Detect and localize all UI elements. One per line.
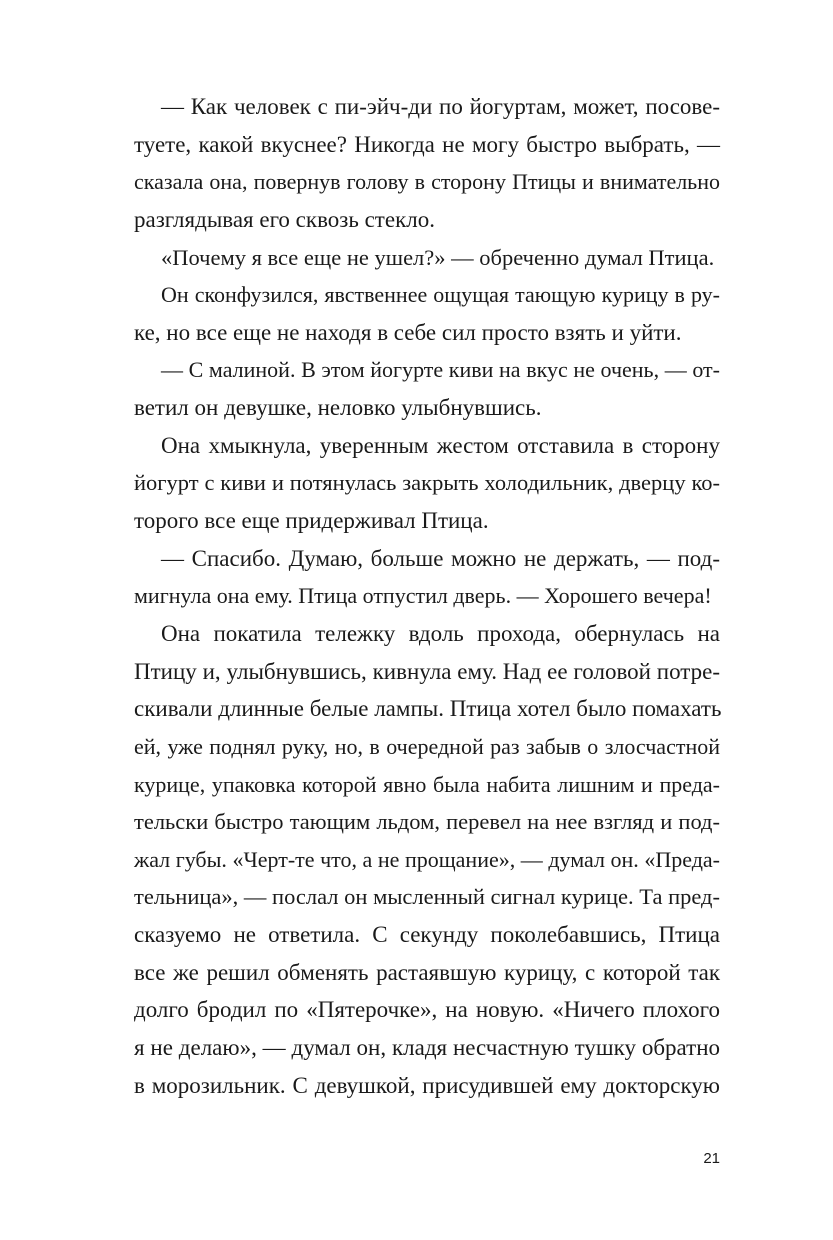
text-line: скивали длинные белые лампы. Птица хотел было помахать (134, 696, 722, 722)
text-line: жал губы. «Черт-те что, а не прощание», — думал он. «Преда- (134, 846, 720, 872)
text-line: в морозильник. С девушкой, присудившей ему докторскую (134, 1072, 720, 1098)
text-line: мигнула она ему. Птица отпустил дверь. — Хорошего вечера! (134, 583, 712, 609)
text-line: йогурт с киви и потянулась закрыть холодильник, дверцу ко- (134, 470, 720, 496)
text-line: курице, упаковка которой явно была набита лишним и преда- (134, 771, 720, 797)
page-number: 21 (703, 1150, 720, 1167)
body-text (134, 88, 720, 1104)
text-line: долго бродил по «Пятерочке», на новую. «Ничего плохого (134, 997, 720, 1023)
text-line: Она покатила тележку вдоль прохода, обернулась на (161, 620, 720, 646)
text-line: — Спасибо. Думаю, больше можно не держать, — под- (161, 545, 720, 571)
text-line: я не делаю», — думал он, кладя несчастную тушку обратно (134, 1035, 720, 1061)
text-line: сказала она, повернув голову в сторону Птицы и внимательно (134, 169, 720, 195)
text-line: разглядывая его сквозь стекло. (134, 206, 435, 232)
text-line: Он сконфузился, явственнее ощущая тающую курицу в ру- (161, 282, 720, 308)
text-line: Птицу и, улыбнувшись, кивнула ему. Над ее головой потре- (134, 658, 720, 684)
text-line: тельски быстро тающим льдом, перевел на нее взгляд и под- (134, 809, 720, 835)
text-line: «Почему я все еще не ушел?» — обреченно думал Птица. (161, 244, 715, 270)
text-line: Она хмыкнула, уверенным жестом отставила в сторону (161, 432, 720, 458)
text-line: туете, какой вкуснее? Никогда не могу быстро выбрать, — (134, 131, 720, 157)
text-line: ветил он девушке, неловко улыбнувшись. (134, 395, 542, 421)
text-line: тельница», — послал он мысленный сигнал курице. Та пред- (134, 884, 720, 910)
text-line: торого все еще придерживал Птица. (134, 508, 489, 534)
text-line: ей, уже поднял руку, но, в очередной раз забыв о злосчастной (134, 733, 720, 759)
text-line: сказуемо не ответила. С секунду поколебавшись, Птица (134, 922, 720, 948)
text-line: — Как человек с пи-эйч-ди по йогуртам, может, посове- (161, 94, 720, 119)
text-line: все же решил обменять растаявшую курицу, с которой так (134, 959, 720, 985)
text-line: — С малиной. В этом йогурте киви на вкус не очень, — от- (161, 357, 720, 383)
text-line: ке, но все еще не находя в себе сил просто взять и уйти. (134, 319, 682, 345)
